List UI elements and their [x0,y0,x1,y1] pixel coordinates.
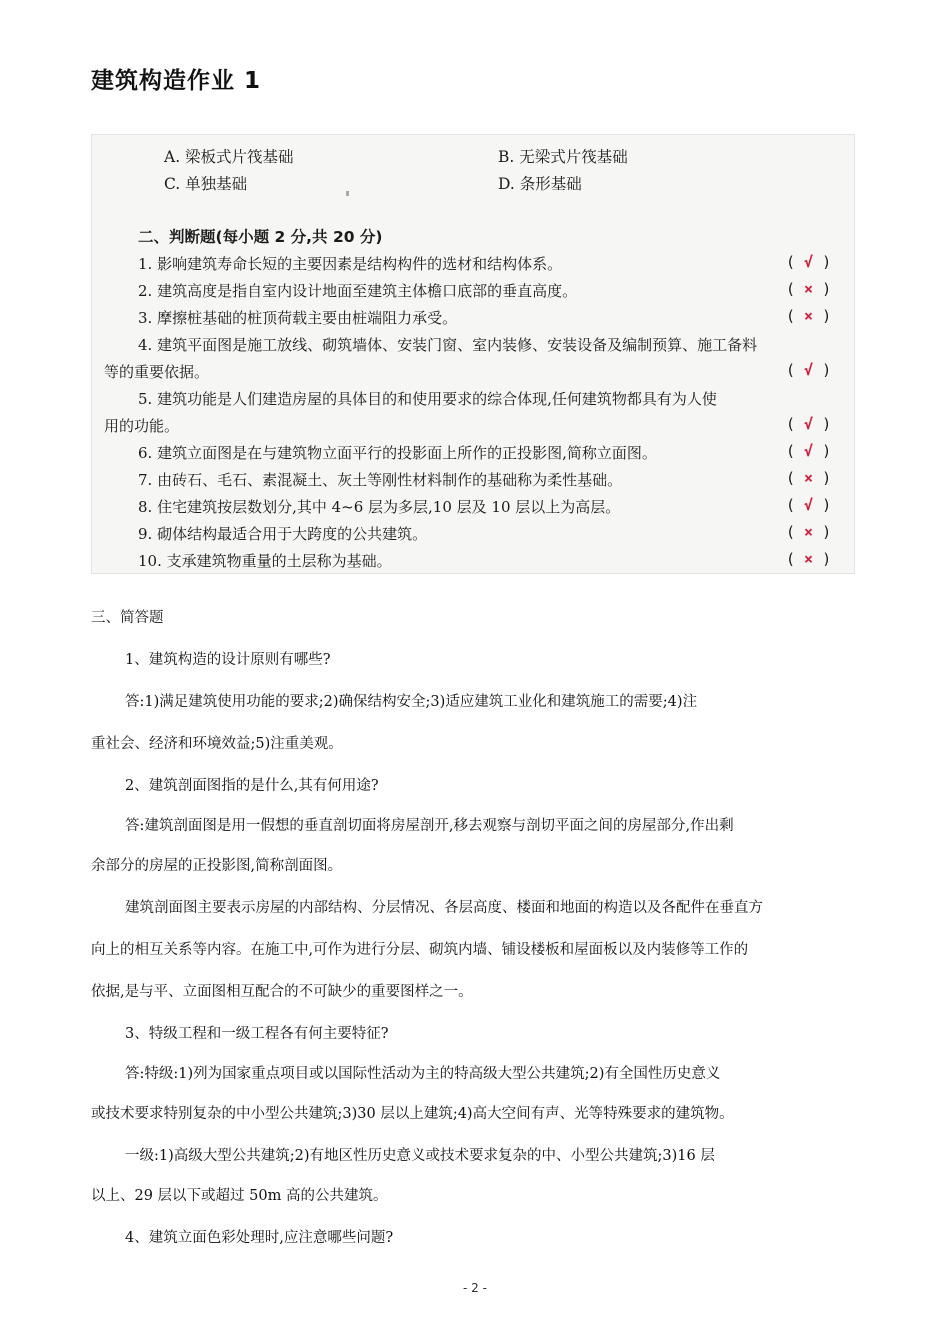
question-1: 1、建筑构造的设计原则有哪些? [125,652,331,668]
judgment-question-9: 9. 砌体结构最适合用于大跨度的公共建筑。 [138,525,428,543]
judgment-section-heading: 二、判断题(每小题 2 分,共 20 分) [138,228,383,246]
judgment-question-8: 8. 住宅建筑按层数划分,其中 4~6 层为多层,10 层及 10 层以上为高层。 [138,498,621,516]
option-a: A. 梁板式片筏基础 [164,148,294,166]
question-2: 2、建筑剖面图指的是什么,其有何用途? [125,778,379,794]
scan-speck [346,191,349,196]
option-b: B. 无梁式片筏基础 [498,148,628,166]
mark-symbol: × [804,523,814,541]
judgment-mark-6: ( √ ) [786,442,832,460]
mark-symbol: √ [804,253,814,271]
judgment-mark-5: ( √ ) [786,415,832,433]
judgment-question-3: 3. 摩擦桩基础的桩顶荷载主要由桩端阻力承受。 [138,309,458,327]
option-d: D. 条形基础 [498,175,582,193]
answer-1-line-1: 答:1)满足建筑使用功能的要求;2)确保结构安全;3)适应建筑工业化和建筑施工的需要;4)注 [125,694,698,710]
scanned-exercise-image [91,134,855,574]
judgment-question-7: 7. 由砖石、毛石、素混凝土、灰土等刚性材料制作的基础称为柔性基础。 [138,471,623,489]
question-3: 3、特级工程和一级工程各有何主要特征? [125,1026,389,1042]
answer-2b-line-2: 向上的相互关系等内容。在施工中,可作为进行分层、砌筑内墙、铺设楼板和屋面板以及内装修等工作的 [91,942,749,958]
answer-2-line-1: 答:建筑剖面图是用一假想的垂直剖切面将房屋剖开,移去观察与剖切平面之间的房屋部分,作出剩 [125,818,734,834]
judgment-mark-4: ( √ ) [786,361,832,379]
mark-symbol: × [804,307,814,325]
answer-2b-line-1: 建筑剖面图主要表示房屋的内部结构、分层情况、各层高度、楼面和地面的构造以及各配件在垂直方 [125,900,763,916]
question-4: 4、建筑立面色彩处理时,应注意哪些问题? [125,1230,394,1246]
answer-2b-line-3: 依据,是与平、立面图相互配合的不可缺少的重要图样之一。 [91,984,473,1000]
answer-3b-line-1: 一级:1)高级大型公共建筑;2)有地区性历史意义或技术要求复杂的中、小型公共建筑;3)16 层 [125,1148,715,1164]
section-heading: 三、简答题 [91,610,164,626]
answer-2-line-2: 余部分的房屋的正投影图,简称剖面图。 [91,858,343,874]
judgment-mark-9: ( × ) [786,523,832,541]
judgment-question-6: 6. 建筑立面图是在与建筑物立面平行的投影面上所作的正投影图,简称立面图。 [138,444,657,462]
judgment-mark-8: ( √ ) [786,496,832,514]
judgment-question-10: 10. 支承建筑物重量的土层称为基础。 [138,552,392,570]
option-c: C. 单独基础 [164,175,248,193]
judgment-mark-2: ( × ) [786,280,832,298]
answer-3-line-2: 或技术要求特别复杂的中小型公共建筑;3)30 层以上建筑;4)高大空间有声、光等特殊要求的建筑物。 [91,1106,734,1122]
page-number: - 2 - [463,1281,487,1295]
judgment-question-5-cont: 用的功能。 [104,417,180,435]
judgment-question-1: 1. 影响建筑寿命长短的主要因素是结构构件的选材和结构体系。 [138,255,563,273]
mark-symbol: × [804,280,814,298]
mark-symbol: √ [804,442,814,460]
judgment-question-5: 5. 建筑功能是人们建造房屋的具体目的和使用要求的综合体现,任何建筑物都具有为人使 [138,390,717,408]
judgment-mark-7: ( × ) [786,469,832,487]
judgment-mark-10: ( × ) [786,550,832,568]
judgment-question-2: 2. 建筑高度是指自室内设计地面至建筑主体檐口底部的垂直高度。 [138,282,578,300]
judgment-question-4: 4. 建筑平面图是施工放线、砌筑墙体、安装门窗、室内装修、安装设备及编制预算、施工备料 [138,336,758,354]
judgment-question-4-cont: 等的重要依据。 [104,363,210,381]
mark-symbol: × [804,469,814,487]
judgment-mark-3: ( × ) [786,307,832,325]
document-title: 建筑构造作业 1 [91,68,262,94]
answer-3-line-1: 答:特级:1)列为国家重点项目或以国际性活动为主的特高级大型公共建筑;2)有全国性历史意义 [125,1066,721,1082]
mark-symbol: √ [804,496,814,514]
mark-symbol: × [804,550,814,568]
mark-symbol: √ [804,415,814,433]
mark-symbol: √ [804,361,814,379]
judgment-mark-1: ( √ ) [786,253,832,271]
answer-3b-line-2: 以上、29 层以下或超过 50m 高的公共建筑。 [91,1188,388,1204]
answer-1-line-2: 重社会、经济和环境效益;5)注重美观。 [91,736,343,752]
